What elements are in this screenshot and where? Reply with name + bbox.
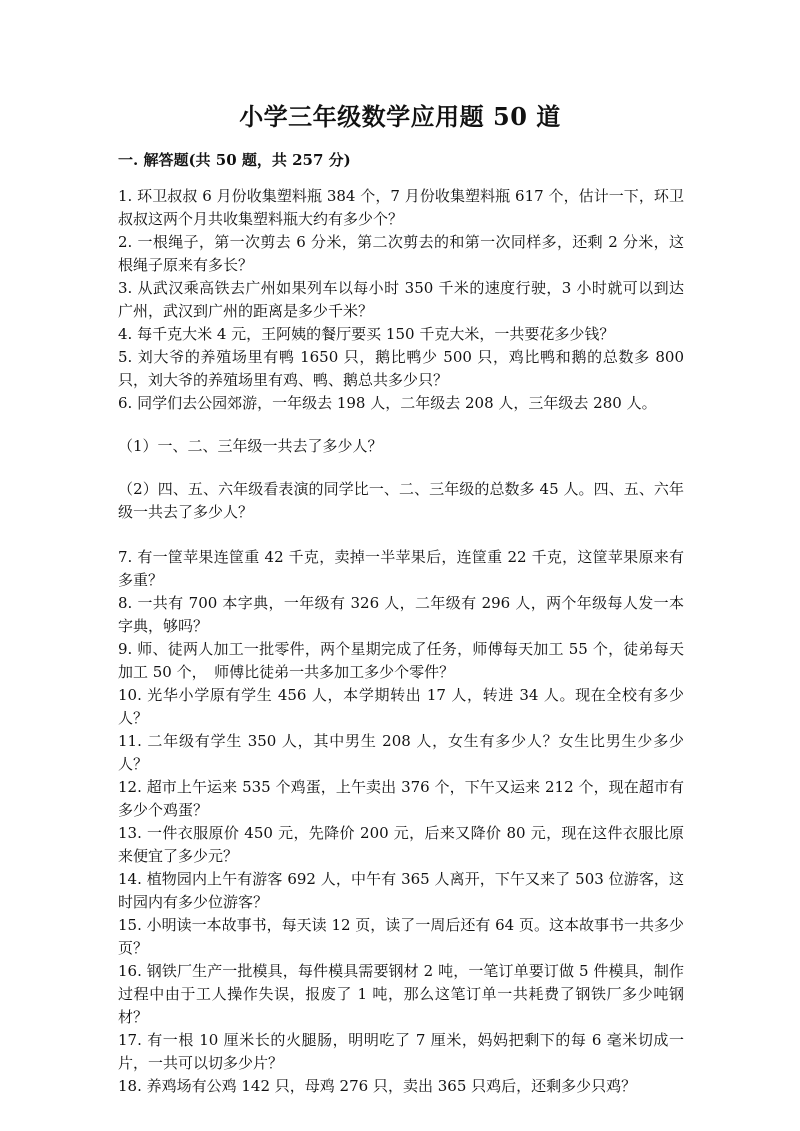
- question-16: 16. 钢铁厂生产一批模具，每件模具需要钢材 2 吨，一笔订单要订做 5 件模具，制作过程中由于工人操作失误，报废了 1 吨，那么这笔订单一共耗费了钢铁厂多少吨钢材？: [118, 962, 684, 1026]
- question-1: 1. 环卫叔叔 6 月份收集塑料瓶 384 个，7 月份收集塑料瓶 617 个，估计一下，环卫叔叔这两个月共收集塑料瓶大约有多少个？: [118, 187, 684, 228]
- page-title: 小学三年级数学应用题 50 道: [239, 102, 561, 131]
- question-17: 17. 有一根 10 厘米长的火腿肠，明明吃了 7 厘米，妈妈把剩下的每 6 毫米切成一片，一共可以切多少片？: [118, 1031, 684, 1072]
- question-7: 7. 有一筐苹果连筐重 42 千克，卖掉一半苹果后，连筐重 22 千克，这筐苹果原来有多重？: [118, 548, 684, 589]
- question-9: 9. 师、徒两人加工一批零件，两个星期完成了任务，师傅每天加工 55 个，徒弟每天加工 50 个， 师傅比徒弟一共多加工多少个零件？: [118, 640, 684, 681]
- question-14: 14. 植物园内上午有游客 692 人，中午有 365 人离开，下午又来了 503 位游客，这时园内有多少位游客？: [118, 870, 684, 911]
- spacer: [118, 415, 684, 435]
- question-12: 12. 超市上午运来 535 个鸡蛋，上午卖出 376 个，下午又运来 212 个，现在超市有多少个鸡蛋？: [118, 778, 684, 819]
- question-15: 15. 小明读一本故事书，每天读 12 页，读了一周后还有 64 页。这本故事书一共多少页？: [118, 916, 684, 957]
- question-18: 18. 养鸡场有公鸡 142 只，母鸡 276 只，卖出 365 只鸡后，还剩多少只鸡？: [118, 1077, 637, 1095]
- section-heading: 一. 解答题(共 50 题，共 257 分): [118, 151, 351, 169]
- question-5: 5. 刘大爷的养殖场里有鸭 1650 只，鹅比鸭少 500 只，鸡比鸭和鹅的总数多 800 只，刘大爷的养殖场里有鸡、鸭、鹅总共多少只？: [118, 348, 684, 389]
- spacer: [118, 458, 684, 478]
- question-3: 3. 从武汉乘高铁去广州如果列车以每小时 350 千米的速度行驶，3 小时就可以到达广州，武汉到广州的距离是多少千米？: [118, 279, 684, 320]
- question-13: 13. 一件衣服原价 450 元，先降价 200 元，后来又降价 80 元，现在这件衣服比原来便宜了多少元？: [118, 824, 684, 865]
- spacer: [118, 524, 684, 546]
- question-list: [118, 185, 684, 1098]
- question-11: 11. 二年级有学生 350 人，其中男生 208 人，女生有多少人？女生比男生少多少人？: [118, 732, 684, 773]
- question-4: 4. 每千克大米 4 元，王阿姨的餐厅要买 150 千克大米，一共要花多少钱？: [118, 325, 615, 343]
- question-10: 10. 光华小学原有学生 456 人，本学期转出 17 人，转进 34 人。现在全校有多少人？: [118, 686, 684, 727]
- question-6: 6. 同学们去公园郊游，一年级去 198 人，二年级去 208 人，三年级去 280 人。: [118, 394, 657, 412]
- question-2: 2. 一根绳子，第一次剪去 6 分米，第二次剪去的和第一次同样多，还剩 2 分米，这根绳子原来有多长？: [118, 233, 684, 274]
- question-6-part-1: （1）一、二、三年级一共去了多少人？: [118, 437, 383, 455]
- question-8: 8. 一共有 700 本字典，一年级有 326 人，二年级有 296 人，两个年级每人发一本字典，够吗？: [118, 594, 684, 635]
- question-6-part-2: （2）四、五、六年级看表演的同学比一、二、三年级的总数多 45 人。四、五、六年级一共去了多少人？: [118, 480, 684, 521]
